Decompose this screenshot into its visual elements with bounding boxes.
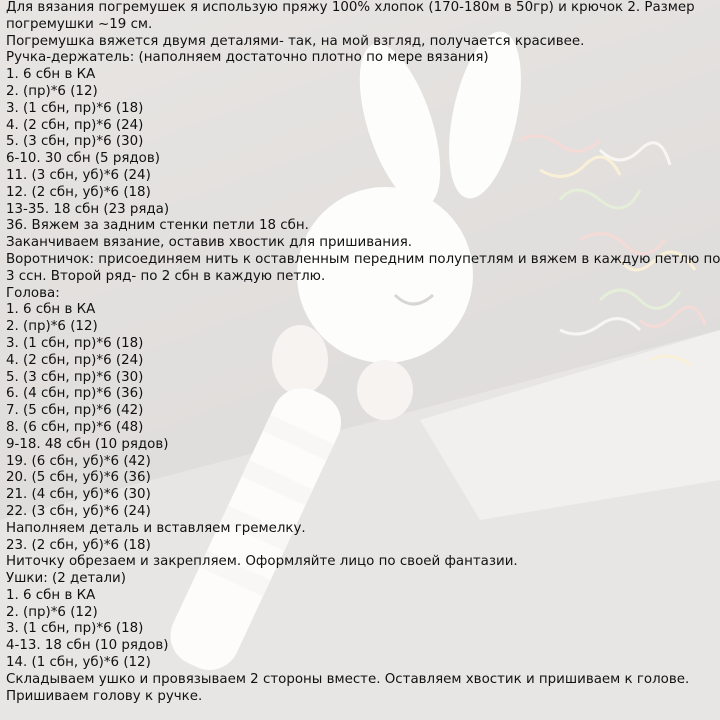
text-line: 13-35. 18 сбн (23 ряда)	[6, 201, 170, 217]
text-line: 9-18. 48 сбн (10 рядов)	[6, 436, 169, 452]
text-line: Пришиваем голову к ручке.	[6, 688, 203, 704]
text-line: 5. (3 сбн, пр)*6 (30)	[6, 369, 144, 385]
text-line: Голова:	[6, 285, 60, 301]
text-line: 3. (1 сбн, пр)*6 (18)	[6, 100, 144, 116]
text-line: 22. (3 сбн, уб)*6 (24)	[6, 503, 151, 519]
text-line: 12. (2 сбн, уб)*6 (18)	[6, 184, 151, 200]
text-line: 3. (1 сбн, пр)*6 (18)	[6, 335, 144, 351]
text-line: Ушки: (2 детали)	[6, 571, 126, 587]
text-line: Ручка-держатель: (наполняем достаточно плотно по мере вязания)	[6, 50, 489, 66]
text-line: 14. (1 сбн, уб)*6 (12)	[6, 655, 151, 671]
text-line: 21. (4 сбн, уб)*6 (30)	[6, 487, 151, 503]
text-line: Для вязания погремушек я использую пряжу 100% хлопок (170-180м в 50гр) и крючок 2. Размер	[6, 0, 695, 15]
text-line: 11. (3 сбн, уб)*6 (24)	[6, 167, 151, 183]
text-line: Ниточку обрезаем и закрепляем. Оформляйте лицо по своей фантазии.	[6, 554, 518, 570]
text-line: 23. (2 сбн, уб)*6 (18)	[6, 537, 151, 553]
text-line: 8. (6 сбн, пр)*6 (48)	[6, 419, 144, 435]
text-line: 1. 6 сбн в КА	[6, 587, 96, 603]
text-line: 2. (пр)*6 (12)	[6, 319, 98, 335]
pattern-text	[6, 0, 718, 705]
text-line: 3. (1 сбн, пр)*6 (18)	[6, 621, 144, 637]
text-line: 4-13. 18 сбн (10 рядов)	[6, 638, 169, 654]
text-line: Складываем ушко и провязываем 2 стороны вместе. Оставляем хвостик и пришиваем к голове.	[6, 671, 690, 687]
text-line: 19. (6 сбн, уб)*6 (42)	[6, 453, 151, 469]
text-line: 2. (пр)*6 (12)	[6, 604, 98, 620]
text-line: 1. 6 сбн в КА	[6, 67, 96, 83]
text-line: Наполняем деталь и вставляем гремелку.	[6, 520, 306, 536]
text-line: 7. (5 сбн, пр)*6 (42)	[6, 403, 144, 419]
text-line: 6. (4 сбн, пр)*6 (36)	[6, 386, 144, 402]
text-line: 36. Вяжем за задним стенки петли 18 сбн.	[6, 218, 309, 234]
text-line: погремушки ~19 см.	[6, 16, 153, 32]
text-line: Заканчиваем вязание, оставив хвостик для пришивания.	[6, 235, 413, 251]
text-line: 6-10. 30 сбн (5 рядов)	[6, 151, 160, 167]
text-line: 20. (5 сбн, уб)*6 (36)	[6, 470, 151, 486]
text-line: 5. (3 сбн, пр)*6 (30)	[6, 134, 144, 150]
text-line: Погремушка вяжется двумя деталями- так, на мой взгляд, получается красивее.	[6, 33, 585, 49]
text-line: 2. (пр)*6 (12)	[6, 83, 98, 99]
text-line: Воротничок: присоединяем нить к оставленным передним полупетлям и вяжем в каждую петлю по	[6, 251, 720, 267]
text-line: 3 ссн. Второй ряд- по 2 сбн в каждую петлю.	[6, 268, 326, 284]
text-line: 1. 6 сбн в КА	[6, 302, 96, 318]
text-line: 4. (2 сбн, пр)*6 (24)	[6, 352, 144, 368]
text-line: 4. (2 сбн, пр)*6 (24)	[6, 117, 144, 133]
